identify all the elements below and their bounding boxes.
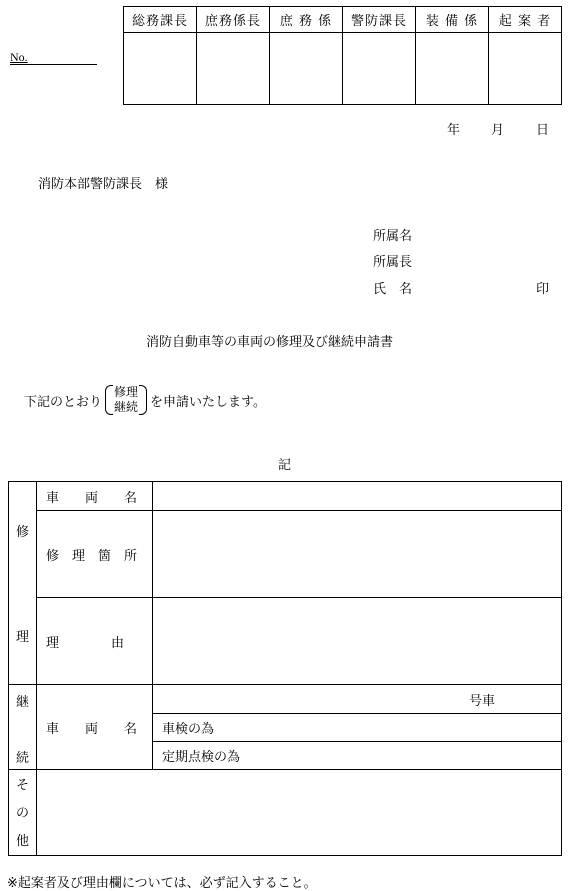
repair-location-label: 修 理 箇 所 [37, 511, 153, 598]
stamp-header: 庶 務 係 [270, 7, 343, 33]
repair-vehicle-field[interactable] [153, 482, 562, 511]
stamp-box[interactable] [343, 33, 416, 105]
request-sentence [24, 383, 266, 417]
repair-label-top: 修 [16, 525, 30, 540]
stamp-box[interactable] [270, 33, 343, 105]
repair-label-bottom: 理 [16, 630, 30, 645]
repair-section-label [9, 482, 37, 685]
vehicle-number-suffix: 号車 [468, 693, 495, 709]
continuation-vehicle-number-field[interactable] [153, 685, 562, 714]
repair-reason-label: 理 由 [37, 598, 153, 685]
stamp-header: 起 案 者 [489, 7, 562, 33]
request-option-continuation[interactable]: 継続 [114, 400, 139, 414]
document-title: 消防自動車等の車両の修理及び継続申請書 [146, 335, 394, 350]
repair-location-field[interactable] [153, 511, 562, 598]
other-label-2: の [16, 806, 30, 821]
continuation-label-top: 継 [16, 695, 30, 710]
stamp-box[interactable] [124, 33, 197, 105]
request-prefix: 下記のとおり [24, 394, 103, 410]
repair-reason-field[interactable] [153, 598, 562, 685]
continuation-vehicle-label: 車 両 名 [37, 685, 153, 770]
stamp-box[interactable] [489, 33, 562, 105]
application-form-table [8, 481, 562, 856]
applicant-dept-label: 所属名 [373, 229, 413, 244]
applicant-head-label: 所属長 [373, 255, 413, 270]
ki-heading: 記 [278, 458, 292, 473]
other-section-label [9, 770, 37, 856]
other-label-3: 他 [16, 834, 30, 849]
applicant-name-label: 氏 名 [373, 282, 413, 297]
stamp-box[interactable] [197, 33, 270, 105]
continuation-option-periodic-check[interactable]: 定期点検の為 [153, 742, 562, 770]
footnote: ※起案者及び理由欄については、必ず記入すること。 [7, 876, 317, 891]
stamp-header: 庶務係長 [197, 7, 270, 33]
request-suffix: を申請いたします。 [150, 394, 266, 410]
number-label: No. [10, 50, 28, 64]
continuation-option-inspection[interactable]: 車検の為 [153, 714, 562, 742]
number-field[interactable] [10, 50, 97, 65]
other-label-1: そ [16, 778, 30, 793]
date-year: 年 [447, 123, 461, 138]
stamp-header: 総務課長 [124, 7, 197, 33]
approval-stamp-grid [123, 6, 562, 105]
continuation-section-label [9, 685, 37, 770]
addressee: 消防本部警防課長 様 [38, 177, 169, 192]
request-options-brace [104, 385, 148, 415]
continuation-label-bottom: 続 [16, 751, 30, 766]
request-option-repair[interactable]: 修理 [114, 385, 139, 399]
date-day: 日 [536, 123, 550, 138]
seal-mark: 印 [536, 282, 550, 297]
other-field[interactable] [37, 770, 562, 856]
stamp-header: 警防課長 [343, 7, 416, 33]
stamp-header: 装 備 係 [416, 7, 489, 33]
repair-vehicle-label: 車 両 名 [37, 482, 153, 511]
date-month: 月 [491, 123, 505, 138]
stamp-box[interactable] [416, 33, 489, 105]
